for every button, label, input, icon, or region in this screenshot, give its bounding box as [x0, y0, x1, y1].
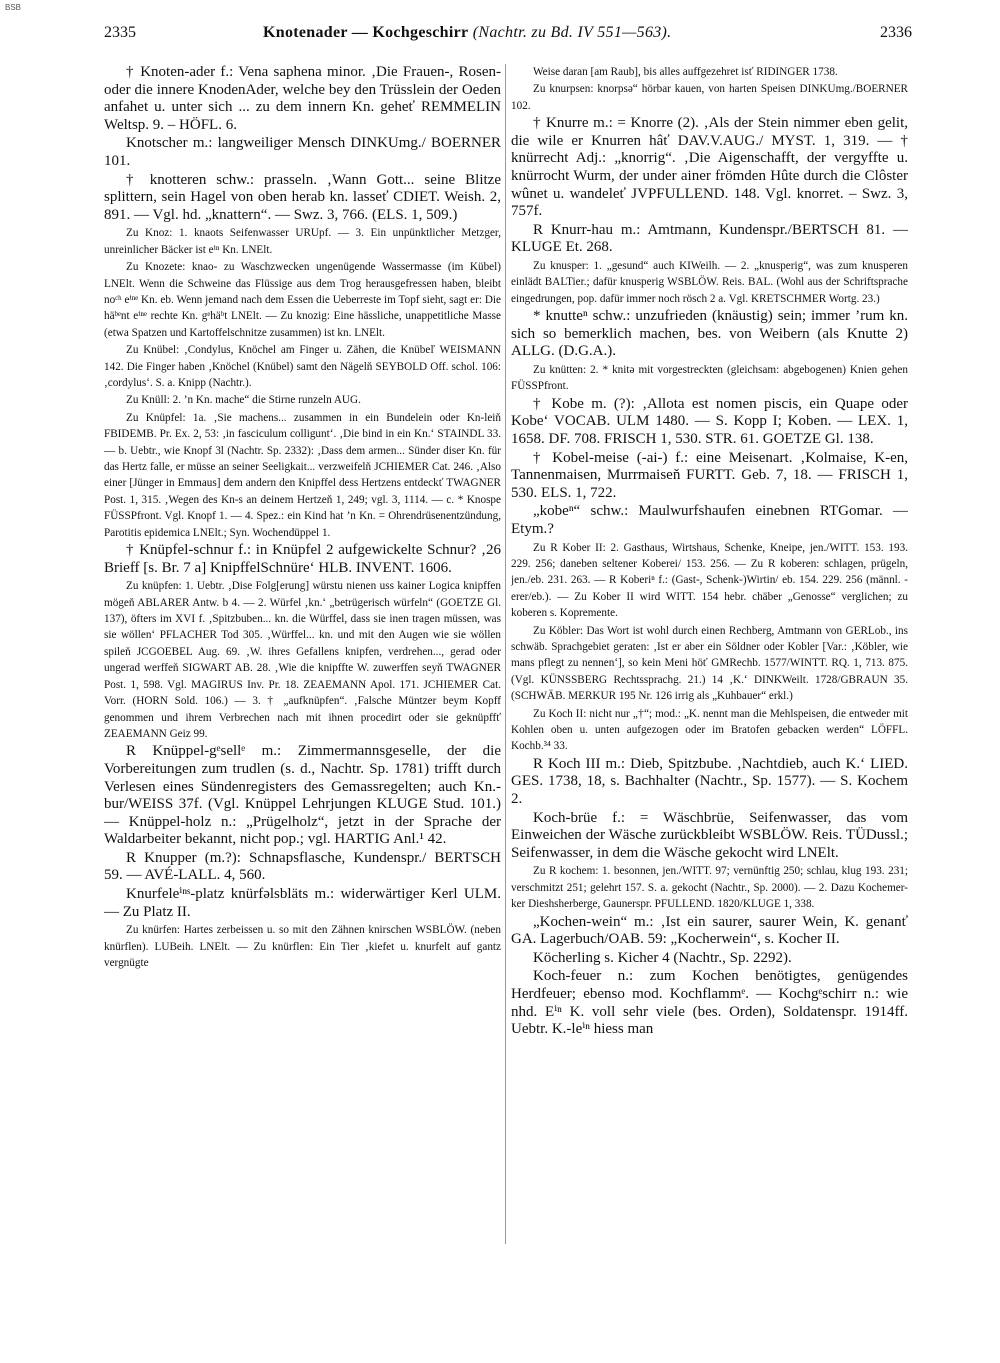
dictionary-entry: Zu knürfen: Hartes zerbeissen u. so mit den Zähnen knirschen WSBLÖW. (neben knürflen). LUBeih. LNElt. — Zu knürflen: Ein Tier ‚kiefet u. knurfelt auf gantz vergnügte	[104, 924, 501, 970]
dictionary-entry: Zu R Kober II: 2. Gasthaus, Wirtshaus, Schenke, Kneipe, jen./WITT. 153. 193. 229. 256; daneben seltener Koberei/ 153. 256. — Zu R koberen: schlagen, prügeln, jen./eb. 231. 263. — R Koberiⁿ f.: (Gast-, Schenk-)Wirtin/ eb. 154. 229. 256 (männl. -erer/eb.). — Zu Kober II wird WITT. 154 hebr. chäber „Genosse“ verglichen; zu koberen s. Kopremente.	[511, 541, 908, 620]
page-number-left: 2335	[104, 24, 136, 41]
page-header	[0, 24, 1000, 46]
dictionary-entry: Knurfeleⁱⁿˢ-platz knürfəlsbläts m.: widerwärtiger Kerl ULM. — Zu Platz II.	[104, 886, 501, 920]
dictionary-entry: R Koch III m.: Dieb, Spitzbube. ‚Nachtdieb, auch K.‘ LIED. GES. 1738, 18, s. Bachhalter (Nachtr., Sp. 1577). — S. Kochem 2.	[511, 755, 908, 807]
dictionary-entry: Zu knurpsen: knorpsə“ hörbar kauen, von harten Speisen DINKUmg./BOERNER 102.	[511, 83, 908, 112]
dictionary-entry: Zu knüpfen: 1. Uebtr. ‚Dise Folg[erung] würstu nienen uss kainer Logica knipffen mögeň ABLARER Antw. b 4. — 2. Würfel ‚kn.‘ „betrügerisch würfeln“ (GOETZE Gl. 137), öfters im XVI f. ‚Spitzbuben... kn. die Würffel, dass sie inen tragen müssen, was sie wöllen‘ PFLACHER Tod 305. ‚Würffel... kn. und mit den Augen wie sie wöllen spileň JCGOEBEL Aug. 69. ‚W. ihres Gefallens knipfen, verdrehen..., gerad oder ungerad werffeň SIGWART AB. 28. ‚Wie die knipffte W. zuwerffen seyň TWAGNER Post. 1, 598. Vgl. MAGIRUS Inv. Pr. 18. ZEAEMANN Apol. 171. JCHIEMER Cat. Vorr. (HORN Sold. 106.) — 3. † „aufknüpfen“. ‚Falsche Müntzer beym Kopff genommen und ihrem Verbrechen nach mit ihnen procedirt oder sie geknüpffť ZEAEMANN Geiz 99.	[104, 580, 501, 740]
dictionary-entry: † Kobe m. (?): ‚Allota est nomen piscis, ein Quape oder Kobe‘ VOCAB. ULM 1480. — S. Kopp I; Koben. — LEX. 1, 1658. DF. 708. FRISCH 1, 530. STR. 61. GOETZE Gl. 138.	[511, 395, 908, 447]
dictionary-entry: R Knupper (m.?): Schnapsflasche, Kundenspr./ BERTSCH 59. — AVÉ-LALL. 4, 560.	[104, 849, 501, 884]
running-title	[263, 24, 672, 42]
dictionary-entry: R Knurr-hau m.: Amtmann, Kundenspr./BERTSCH 81. — KLUGE Et. 268.	[511, 221, 908, 256]
dictionary-entry: Zu Köbler: Das Wort ist wohl durch einen Rechberg, Amtmann von GERLob., ins schwäb. Sprachgebiet geraten: ‚Ist er aber ein Söldner oder Kobler [Var.: ‚Köbler, wie mans pflegt zu nennen‘], so kein Meni höť GMRechb. 1577/WINTT. RQ. 1, 713. 875. (Vgl. KÜNSSBERG Rechtssprachg. 21.) 14 ‚K.‘ DINKWeilt. 1728/GBRAUN 35. (SCHWÄB. MERKUR 195 Nr. 126 irrig als „Kuhbauer“ erkl.)	[511, 624, 908, 703]
running-title-headwords: Knotenader — Kochgeschirr	[263, 24, 469, 41]
dictionary-entry: Zu knusper: 1. „gesund“ auch KIWeilh. — 2. „knusperig“, was zum knusperen einlädt BALTier.; dafür knusperig WSBLÖW. Reis. BAL. (Wohl aus der Schriftsprache eingedrungen, pop. dafür immer noch rösch 2 a. Vgl. KRETSCHMER Wortg. 23.)	[511, 259, 908, 305]
dictionary-entry: Koch-feuer n.: zum Kochen benötigtes, genügendes Herdfeuer; ebenso mod. Kochflammᵉ. — Kochgᵉschirr n.: wie nhd. Eⁱⁿ K. voll sehr viele (bes. Orden), Soldatenspr. 1914ff. Uebtr. K.-leⁱⁿ hiess man	[511, 968, 908, 1038]
right-column	[511, 64, 908, 1040]
dictionary-entry: R Knüppel-gᵉsellᵉ m.: Zimmermannsgeselle, der die Vorbereitungen zum trudlen (s. d., Nachtr. Sp. 1781) trifft durch Verlesen eines Sündenregisters des Gemassregelten; auch Kn.-bur/WEISS 37f. (Vgl. Knüppel Lehrjungen KLUGE Stud. 101.) — Knüppel-holz n.: „Prügelholz“, jetzt in der Sprache der Waldarbeiter bekannt, nicht pop.; vgl. HARTIG Anl.¹ 42.	[104, 743, 501, 848]
dictionary-entry: Knotscher m.: langweiliger Mensch DINKUmg./ BOERNER 101.	[104, 135, 501, 169]
dictionary-entry: † knotteren schw.: prasseln. ‚Wann Gott... seine Blitze splittern, sein Hagel von oben herab kn. lasseť CDIET. Weish. 2, 891. — Vgl. hd. „knattern“. — Swz. 3, 766. (ELS. 1, 509.)	[104, 171, 501, 223]
column-divider	[505, 64, 506, 1244]
dictionary-entry: Zu Knoz: 1. knaots Seifenwasser URUpf. — 3. Ein unpünktlicher Metzger, unreinlicher Bäcker ist eⁱⁿ Kn. LNElt.	[104, 227, 501, 256]
dictionary-entry: Zu Knüll: 2. ’n Kn. mache“ die Stirne runzeln AUG.	[126, 394, 361, 407]
dictionary-entry: „kobeⁿ“ schw.: Maulwurfshaufen einebnen RTGomar. — Etym.?	[511, 503, 908, 537]
dictionary-entry: † Knurre m.: = Knorre (2). ‚Als der Stein nimmer eben gelit, die wile er Knurren hâť DAV.V.AUG./ MYST. 1, 319. — † knürrecht Adj.: „knorrig“. ‚Die Aigenschafft, der vergyffte u. knürrocht Wurm, der under ainer frömden Hûte durch die Clôster wûnet u. wandeleť JVPFULLEND. 148. Vgl. knorret. – Swz. 3, 757f.	[511, 115, 908, 220]
dictionary-entry: Zu R kochem: 1. besonnen, jen./WITT. 97; vernünftig 250; schlau, klug 193. 231; verschmitzt 251; gelehrt 157. S. a. gekocht (Nachtr., Sp. 2000). — 2. Dazu Kochemer-ker Dieshsherberge, Gaunerspr. PFULLEND. 1820/KLUGE 1, 338.	[511, 865, 908, 911]
dictionary-entry: Zu Knübel: ‚Condylus, Knöchel am Finger u. Zähen, die Knübeľ WEISMANN 142. Die Finger haben ‚Knöchel (Knübel) samt den Nägelň SEYBOLD Off. schol. 106: ‚cordylus‘. S. a. Knipp (Nachtr.).	[104, 344, 501, 389]
running-title-reference: (Nachtr. zu Bd. IV 551—563).	[472, 24, 672, 41]
dictionary-entry: Zu Knozete: knao- zu Waschzwecken ungenügende Wassermasse (im Kübel) LNElt. Wenn die Schweine das Flüssige aus dem Trog herausgefressen haben, bleibt noᶜʰ eⁱⁿᵉ Kn. eb. Wenn jemand nach dem Essen die Ueberreste im Topf sieht, sagt er: Die häᵇᵉnt eⁱⁿᵉ rechte Kn. gᵉhäᵇt LNElt. — Zu knozig: Eine hässliche, unappetitliche Masse (etwa Spatzen und Kartoffelschnitze zusammen) ist kn. LNElt.	[104, 261, 501, 339]
dictionary-entry: * knuttеⁿ schw.: unzufrieden (knäustig) sein; immer ’rum kn. sich so bemerklich machen, bes. von Weibern (als Knutte 2) ALLG. (D.G.A.).	[511, 308, 908, 360]
dictionary-entry: Köcherling s. Kicher 4 (Nachtr., Sp. 2292).	[533, 949, 792, 966]
dictionary-entry: Weise daran [am Raub], bis alles auffgezehret isť RIDINGER 1738.	[533, 66, 838, 78]
dictionary-entry: † Knüpfel-schnur f.: in Knüpfel 2 aufgewickelte Schnur? ‚26 Brieff [s. Br. 7 a] KnipffelSchnüre‘ HLB. INVENT. 1606.	[104, 542, 501, 576]
left-column	[104, 64, 501, 972]
dictionary-entry: † Knoten-ader f.: Vena saphena minor. ‚Die Frauen-, Rosen- oder die innere KnodenAder, welche bey den Trüsslein der Oeden anfahet u. unter sich ... zu dem innern Kn. geheť REMMELIN Weltsp. 9. – HÖFL. 6.	[104, 64, 501, 133]
dictionary-entry: Zu Koch II: nicht nur „†“; mod.: „K. nennt man die Mehlspeisen, die entweder mit Kohlen oben u. unten aufgezogen oder im Bratofen gebacken werden“ LÖFFL. Kochb.³⁴ 33.	[511, 707, 908, 753]
dictionary-entry: Zu Knüpfel: 1a. ‚Sie machens... zusammen in ein Bundelein oder Kn-leiň FBIDEMB. Pr. Ex. 2, 53: ‚in fasciculum colligunt‘. ‚Die bind in ein Kn.‘ STAINDL 33. — b. Uebtr., wie Knopf 3l (Nachtr. Sp. 2332): ‚Dass dem armen... Sünder diser Kn. für das Hertz falle, er müsse an seiner Seeligkait... verzweifelň JCHIEMER Cat. 246. ‚Also einer [Jünger in Emmaus] dem andern den Knipffel dess Hertzens entdeckť TWAGNER Post. 1, 315. ‚Wegen des Kn-s an deinem Hertzeň 1, 249; vgl. 3, 1114. — c. * Knospe FÜSSPfront. Vgl. Knopf 1. — 4. Spez.: ein Kind hat ’n Kn. = Ohrendrüsenentzündung, Parotitis epidemica LNElt.; Syn. Wochendüppel 1.	[104, 411, 501, 539]
dictionary-entry: Zu knütten: 2. * knitə mit vorgestreckten (gleichsam: abgebogenen) Knien gehen FÜSSPfront.	[511, 363, 908, 393]
dictionary-entry: „Kochen-wein“ m.: ‚Ist ein saurer, saurer Wein, K. genanť GA. Lagerbuch/OAB. 59: „Kocherwein“, s. Kocher II.	[511, 913, 908, 948]
page-number-right: 2336	[880, 24, 912, 41]
dictionary-entry: Koch-brüe f.: = Wäschbrüe, Seifenwasser, das vom Einweichen der Wäsche zurückbleibt WSBLÖW. Reis. TÜDussl.; Seifenwasser, in dem die Wäsche gekocht wird LNElt.	[511, 809, 908, 861]
library-stamp: BSB	[5, 3, 22, 12]
dictionary-entry: † Kobel-meise (-ai-) f.: eine Meisenart. ‚Kolmaise, K-en, Tannenmaisen, Murrmaiseň FURTT. Geb. 7, 18. — FRISCH 1, 530. ELS. 1, 722.	[511, 449, 908, 501]
